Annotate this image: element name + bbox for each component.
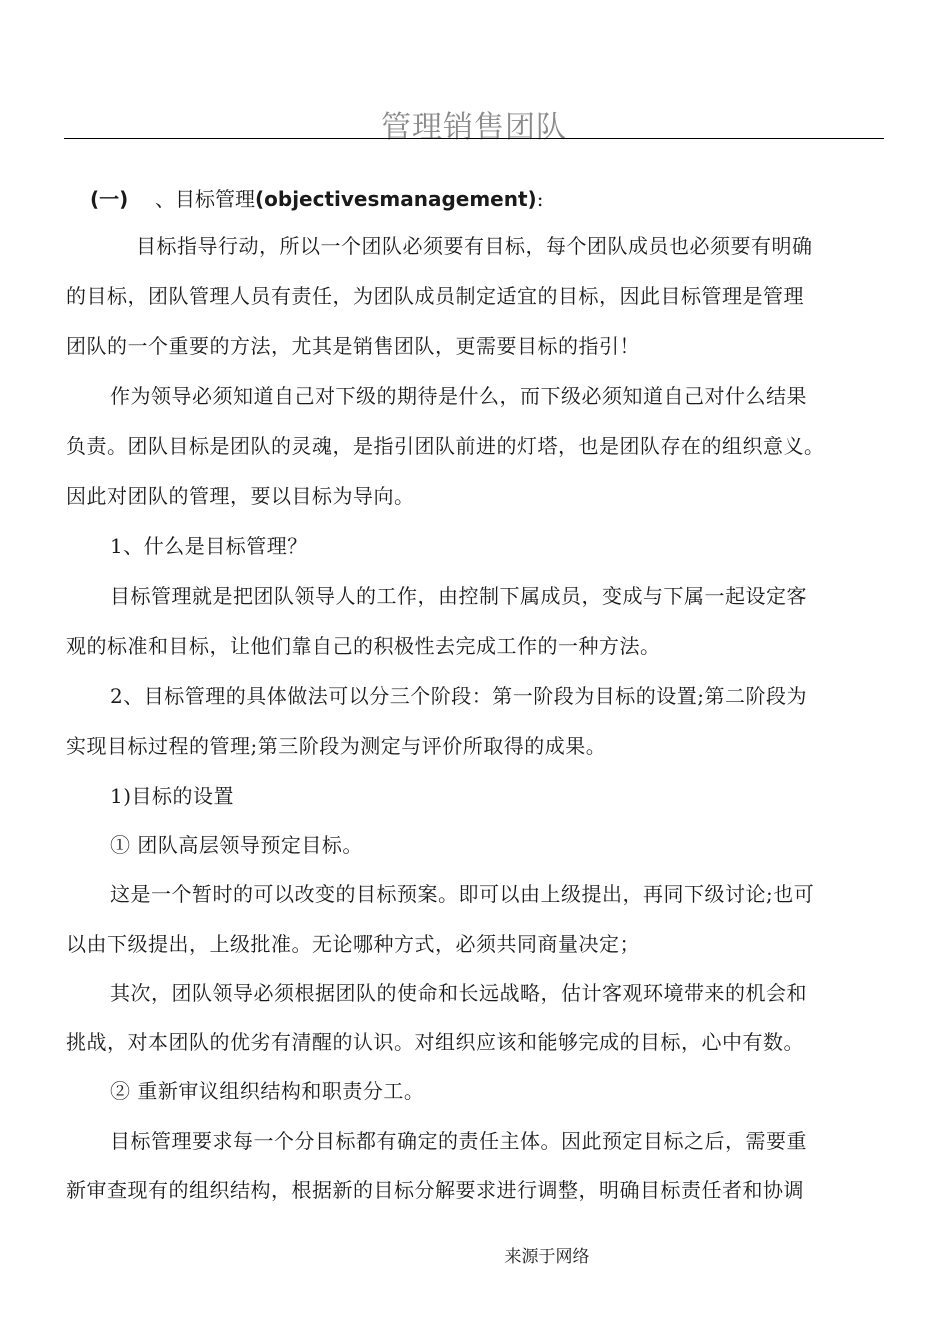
paragraph-line: 目标指导行动，所以一个团队必须要有目标，每个团队成员也必须要有明确 — [136, 234, 813, 258]
paragraph-line: 负责。团队目标是团队的灵魂，是指引团队前进的灯塔，也是团队存在的组织意义。 — [66, 434, 825, 458]
subheading: 1)目标的设置 — [110, 784, 235, 808]
section-english: (objectivesmanagement) — [255, 187, 537, 211]
paragraph-line: 挑战，对本团队的优劣有清醒的认识。对组织应该和能够完成的目标，心中有数。 — [66, 1030, 804, 1054]
list-item: ① 团队高层领导预定目标。 — [110, 833, 363, 857]
title-underline — [64, 138, 884, 139]
paragraph-line: 目标管理就是把团队领导人的工作，由控制下属成员，变成与下属一起设定客 — [110, 584, 807, 608]
paragraph-line: 观的标准和目标，让他们靠自己的积极性去完成工作的一种方法。 — [66, 634, 661, 658]
section-number: (一) — [90, 187, 129, 211]
paragraph-line: 因此对团队的管理，要以目标为导向。 — [66, 484, 415, 508]
paragraph-line: 2、目标管理的具体做法可以分三个阶段：第一阶段为目标的设置;第二阶段为 — [110, 684, 807, 708]
paragraph-line: 的目标，团队管理人员有责任，为团队成员制定适宜的目标，因此目标管理是管理 — [66, 284, 804, 308]
section-title: 、目标管理 — [155, 187, 255, 211]
section-heading — [90, 183, 543, 212]
page-footer: 来源于网络 — [504, 1247, 590, 1267]
paragraph-line: 目标管理要求每一个分目标都有确定的责任主体。因此预定目标之后，需要重 — [110, 1129, 807, 1153]
paragraph-line: 这是一个暂时的可以改变的目标预案。即可以由上级提出，再同下级讨论;也可 — [110, 882, 815, 906]
page-title: 管理销售团队 — [381, 110, 567, 145]
list-item: ② 重新审议组织结构和职责分工。 — [110, 1079, 425, 1103]
paragraph-line: 作为领导必须知道自己对下级的期待是什么，而下级必须知道自己对什么结果 — [110, 384, 807, 408]
subheading: 1、什么是目标管理？ — [110, 534, 308, 558]
paragraph-line: 以由下级提出，上级批准。无论哪种方式，必须共同商量决定； — [66, 932, 640, 956]
paragraph-line: 实现目标过程的管理;第三阶段为测定与评价所取得的成果。 — [66, 734, 607, 758]
paragraph-line: 团队的一个重要的方法，尤其是销售团队，更需要目标的指引！ — [66, 334, 640, 358]
section-colon: : — [536, 187, 544, 211]
paragraph-line: 其次，团队领导必须根据团队的使命和长远战略，估计客观环境带来的机会和 — [110, 981, 807, 1005]
paragraph-line: 新审查现有的组织结构，根据新的目标分解要求进行调整，明确目标责任者和协调 — [66, 1178, 804, 1202]
